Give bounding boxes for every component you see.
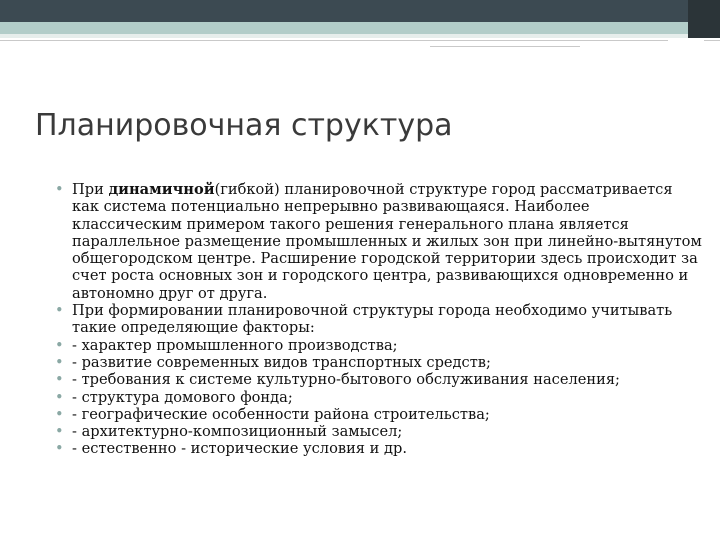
header-band-light xyxy=(0,34,720,38)
bullet-item: • - архитектурно-композиционный замысел; xyxy=(72,423,702,440)
header-rule-right xyxy=(704,40,720,41)
header-rule xyxy=(0,40,668,41)
bullet-text-rest: (гибкой) планировочной структуре город рассматривается как система потенциально непрерывно развивающаяся. Наиболее классическим примером такого решения генерального плана является параллельное размещение промышленных и жилых зон при линейно-вытянутом общегородском центре. Расширение городской территории здесь происходит за счет роста основных зон и городского центра, развивающихся одновременно и автономно друг от друга. xyxy=(72,181,702,302)
header-band-dark xyxy=(0,0,720,22)
bullet-item xyxy=(72,181,702,302)
bullet-list xyxy=(72,181,702,458)
bullet-item: • - развитие современных видов транспортных средств; xyxy=(72,354,702,371)
bullet-item: • - характер промышленного производства; xyxy=(72,337,702,354)
header-rule-short xyxy=(430,46,580,47)
bullet-item: • - структура домового фонда; xyxy=(72,389,702,406)
slide-title: Планировочная структура xyxy=(35,108,453,143)
bullet-item: • - требования к системе культурно-бытового обслуживания населения; xyxy=(72,371,702,388)
bullet-item: • - естественно - исторические условия и др. xyxy=(72,440,702,457)
bullet-text-lead: При xyxy=(72,181,109,198)
header-band-teal xyxy=(0,22,720,34)
header-corner-block xyxy=(688,0,720,38)
bullet-item: • - географические особенности района строительства; xyxy=(72,406,702,423)
bullet-text-bold: динамичной xyxy=(108,181,215,198)
bullet-item: • При формировании планировочной структуры города необходимо учитывать такие определяющие факторы: xyxy=(72,302,702,337)
